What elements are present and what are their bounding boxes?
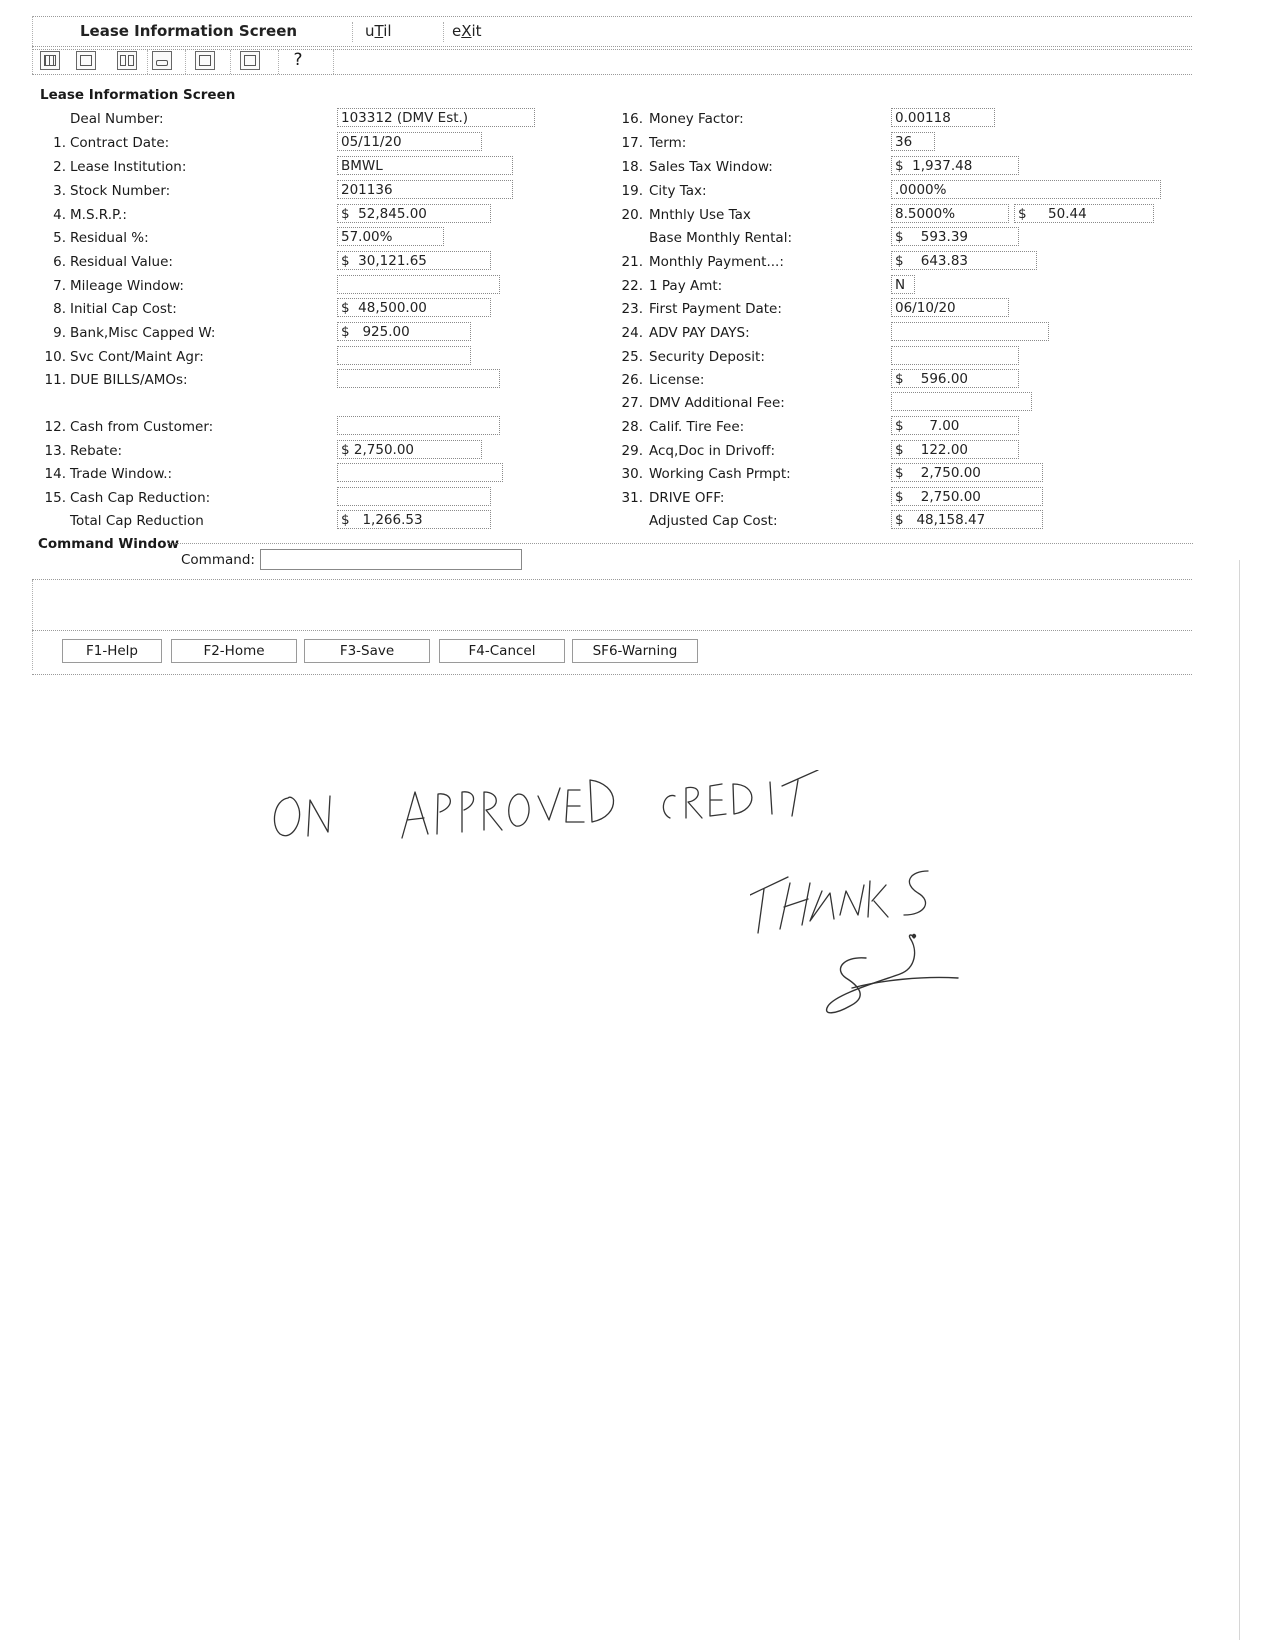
field-number: 6.	[53, 254, 66, 270]
f2-home-button[interactable]: F2-Home	[171, 639, 297, 663]
term-field[interactable]: 36	[891, 132, 935, 151]
right-row-dmv-additional-fee	[0, 392, 1275, 414]
field-number: 30.	[621, 466, 643, 482]
right-row-city-tax	[0, 180, 1275, 202]
calculator-icon[interactable]	[40, 51, 60, 70]
field-number: 18.	[621, 159, 643, 175]
acq-doc-in-drivoff-field[interactable]: $ 122.00	[891, 440, 1019, 459]
command-input[interactable]	[260, 549, 522, 570]
money-factor-field[interactable]: 0.00118	[891, 108, 995, 127]
field-label: Deal Number:	[70, 111, 164, 127]
adv-pay-days-field[interactable]	[891, 322, 1049, 341]
right-row-1-pay-amt	[0, 275, 1275, 297]
field-number: 21.	[621, 254, 643, 270]
field-label: Calif. Tire Fee:	[649, 419, 745, 435]
base-monthly-rental-field[interactable]: $ 593.39	[891, 227, 1019, 246]
field-label: Initial Cap Cost:	[70, 301, 177, 317]
field-label: ADV PAY DAYS:	[649, 325, 750, 341]
field-label: Working Cash Prmpt:	[649, 466, 791, 482]
rebate-field[interactable]: $ 2,750.00	[337, 440, 482, 459]
right-row-sales-tax-window	[0, 156, 1275, 178]
license-field[interactable]: $ 596.00	[891, 369, 1019, 388]
field-label: City Tax:	[649, 183, 707, 199]
use-tax-amount-field[interactable]: $ 50.44	[1014, 204, 1154, 223]
field-number: 16.	[621, 111, 643, 127]
field-label: 1 Pay Amt:	[649, 278, 723, 294]
f4-cancel-button[interactable]: F4-Cancel	[439, 639, 565, 663]
field-label: Money Factor:	[649, 111, 744, 127]
right-row-adjusted-cap-cost	[0, 510, 1275, 532]
deal-number-field[interactable]: 103312 (DMV Est.)	[337, 108, 535, 127]
field-label: Residual Value:	[70, 254, 173, 270]
right-row-monthly-payment	[0, 251, 1275, 273]
f3-save-button[interactable]: F3-Save	[304, 639, 430, 663]
field-number: 17.	[621, 135, 643, 151]
save-icon[interactable]	[76, 51, 96, 70]
field-number: 1.	[53, 135, 66, 151]
field-label: Trade Window.:	[70, 466, 173, 482]
field-label: Cash Cap Reduction:	[70, 490, 211, 506]
field-label: Lease Institution:	[70, 159, 187, 175]
field-number: 19.	[621, 183, 643, 199]
menu-title: Lease Information Screen	[80, 22, 298, 40]
field-label: Svc Cont/Maint Agr:	[70, 349, 204, 365]
right-row-drive-off	[0, 487, 1275, 509]
field-label: Stock Number:	[70, 183, 171, 199]
sf6-warning-button[interactable]: SF6-Warning	[572, 639, 698, 663]
1-pay-amt-field[interactable]: N	[891, 275, 915, 294]
total-cap-reduction-field[interactable]: $ 1,266.53	[337, 510, 491, 529]
right-row-first-payment-date	[0, 298, 1275, 320]
calif-tire-fee-field[interactable]: $ 7.00	[891, 416, 1019, 435]
field-number: 25.	[621, 349, 643, 365]
field-label: Cash from Customer:	[70, 419, 214, 435]
field-label: License:	[649, 372, 705, 388]
menu-exit[interactable]: eXit	[452, 22, 482, 40]
bank-misc-capped-w-field[interactable]: $ 925.00	[337, 322, 471, 341]
field-number: 10.	[44, 349, 66, 365]
field-number: 31.	[621, 490, 643, 506]
field-number: 20.	[621, 207, 643, 223]
field-label: DMV Additional Fee:	[649, 395, 785, 411]
monthly-payment-field[interactable]: $ 643.83	[891, 251, 1037, 270]
field-label: Mileage Window:	[70, 278, 184, 294]
field-number: 2.	[53, 159, 66, 175]
field-label: DUE BILLS/AMOs:	[70, 372, 188, 388]
adjusted-cap-cost-field[interactable]: $ 48,158.47	[891, 510, 1043, 529]
m-s-r-p-field[interactable]: $ 52,845.00	[337, 204, 491, 223]
field-number: 27.	[621, 395, 643, 411]
field-number: 14.	[44, 466, 66, 482]
help-icon[interactable]: ?	[293, 50, 303, 70]
field-label: Total Cap Reduction	[70, 513, 204, 529]
residual-value-field[interactable]: $ 30,121.65	[337, 251, 491, 270]
field-number: 13.	[44, 443, 66, 459]
field-label: Security Deposit:	[649, 349, 765, 365]
right-row-security-deposit	[0, 346, 1275, 368]
right-row-license	[0, 369, 1275, 391]
handwritten-signature	[822, 930, 962, 1020]
mnthly-use-tax-field[interactable]: 8.5000%	[891, 204, 1009, 223]
initial-cap-cost-field[interactable]: $ 48,500.00	[337, 298, 491, 317]
right-row-term	[0, 132, 1275, 154]
drive-off-field[interactable]: $ 2,750.00	[891, 487, 1043, 506]
field-label: Monthly Payment...:	[649, 254, 784, 270]
handwritten-note-approved-credit	[270, 770, 880, 860]
field-number: 24.	[621, 325, 643, 341]
field-number: 7.	[53, 278, 66, 294]
toolbar	[32, 48, 1192, 74]
menu-bar	[32, 16, 1192, 46]
field-number: 15.	[44, 490, 66, 506]
working-cash-prmpt-field[interactable]: $ 2,750.00	[891, 463, 1043, 482]
field-number: 22.	[621, 278, 643, 294]
f1-help-button[interactable]: F1-Help	[62, 639, 162, 663]
close-icon[interactable]	[195, 51, 215, 70]
lease-institution-field[interactable]: BMWL	[337, 156, 513, 175]
right-row-base-monthly-rental	[0, 227, 1275, 249]
right-row-working-cash-prmpt	[0, 463, 1275, 485]
first-payment-date-field[interactable]: 06/10/20	[891, 298, 1009, 317]
field-number: 12.	[44, 419, 66, 435]
right-row-mnthly-use-tax	[0, 204, 1275, 226]
residual-field[interactable]: 57.00%	[337, 227, 444, 246]
field-number: 3.	[53, 183, 66, 199]
field-number: 4.	[53, 207, 66, 223]
right-row-calif-tire-fee	[0, 416, 1275, 438]
field-label: DRIVE OFF:	[649, 490, 725, 506]
field-label: First Payment Date:	[649, 301, 782, 317]
report-icon[interactable]	[240, 51, 260, 70]
book-icon[interactable]	[117, 51, 137, 70]
security-deposit-field[interactable]	[891, 346, 1019, 365]
field-number: 8.	[53, 301, 66, 317]
sales-tax-window-field[interactable]: $ 1,937.48	[891, 156, 1019, 175]
field-label: Sales Tax Window:	[649, 159, 773, 175]
field-label: Mnthly Use Tax	[649, 207, 751, 223]
field-number: 23.	[621, 301, 643, 317]
right-row-money-factor	[0, 108, 1275, 130]
city-tax-field[interactable]: .0000%	[891, 180, 1161, 199]
field-number: 11.	[44, 372, 66, 388]
field-number: 5.	[53, 230, 66, 246]
printer-icon[interactable]	[152, 51, 172, 70]
field-label: M.S.R.P.:	[70, 207, 127, 223]
right-row-adv-pay-days	[0, 322, 1275, 344]
field-number: 28.	[621, 419, 643, 435]
right-row-acq-doc-in-drivoff	[0, 440, 1275, 462]
stock-number-field[interactable]: 201136	[337, 180, 513, 199]
field-number: 26.	[621, 372, 643, 388]
field-label: Contract Date:	[70, 135, 170, 151]
dmv-additional-fee-field[interactable]	[891, 392, 1032, 411]
field-label: Rebate:	[70, 443, 123, 459]
field-number: 9.	[53, 325, 66, 341]
field-label: Adjusted Cap Cost:	[649, 513, 778, 529]
field-label: Bank,Misc Capped W:	[70, 325, 216, 341]
field-label: Term:	[649, 135, 687, 151]
field-label: Acq,Doc in Drivoff:	[649, 443, 776, 459]
screen-title: Lease Information Screen	[40, 87, 236, 103]
command-label: Command:	[181, 552, 255, 568]
field-number: 29.	[621, 443, 643, 459]
menu-util[interactable]: uTil	[365, 22, 392, 40]
contract-date-field[interactable]: 05/11/20	[337, 132, 482, 151]
field-label: Residual %:	[70, 230, 149, 246]
command-window-title: Command Window	[38, 536, 179, 552]
field-label: Base Monthly Rental:	[649, 230, 793, 246]
